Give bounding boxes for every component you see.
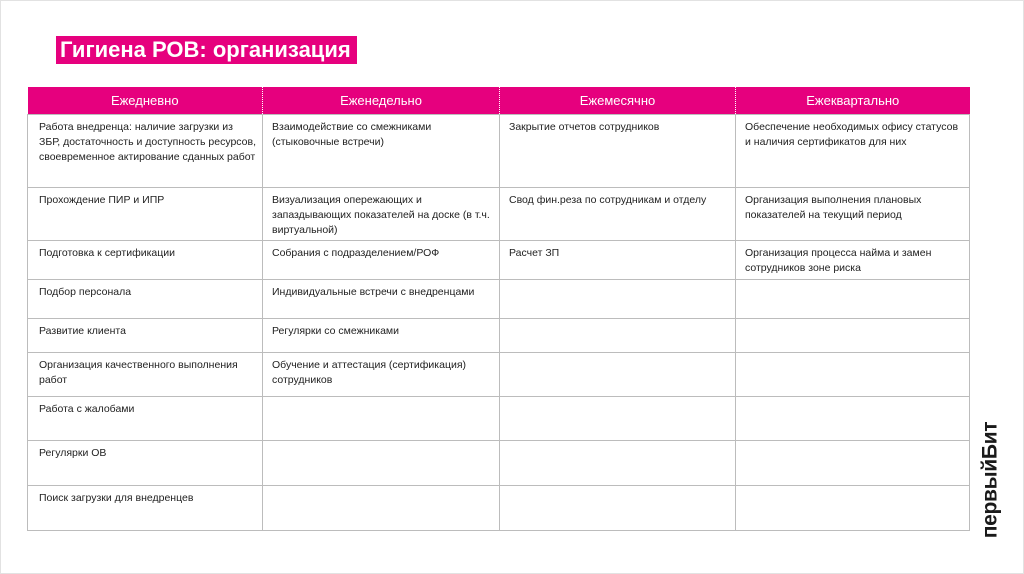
table-row — [28, 441, 970, 486]
table-row — [28, 280, 970, 319]
table-row — [28, 319, 970, 353]
table-cell — [263, 441, 500, 486]
table-cell: Организация качественного выполнения работ — [28, 353, 263, 397]
title-banner — [56, 36, 357, 64]
table-cell: Поиск загрузки для внедренцев — [28, 486, 263, 531]
table-cell: Регулярки ОВ — [28, 441, 263, 486]
table-row — [28, 115, 970, 188]
table-cell: Подготовка к сертификации — [28, 241, 263, 280]
table-row — [28, 188, 970, 241]
table-cell: Закрытие отчетов сотрудников — [500, 115, 736, 188]
table-cell: Организация выполнения плановых показателей на текущий период — [736, 188, 970, 241]
header-quarterly: Ежеквартально — [736, 87, 970, 115]
brand-logo — [978, 412, 1002, 548]
table-cell: Свод фин.реза по сотрудникам и отделу — [500, 188, 736, 241]
table-cell — [736, 353, 970, 397]
header-monthly: Ежемесячно — [500, 87, 736, 115]
brand-logo-text: первыйБит — [978, 421, 1002, 539]
header-weekly: Еженедельно — [263, 87, 500, 115]
table-row — [28, 486, 970, 531]
table-cell: Обучение и аттестация (сертификация) сотрудников — [263, 353, 500, 397]
table-cell: Индивидуальные встречи с внедренцами — [263, 280, 500, 319]
table-cell — [736, 319, 970, 353]
schedule-table — [27, 87, 970, 531]
table-cell — [500, 353, 736, 397]
table-cell: Собрания с подразделением/РОФ — [263, 241, 500, 280]
table-cell: Визуализация опережающих и запаздывающих показателей на доске (в т.ч. виртуальной) — [263, 188, 500, 241]
table-header-row — [28, 87, 970, 115]
table-cell: Работа внедренца: наличие загрузки из ЗБР, достаточность и доступность ресурсов, своевременное актирование сданных работ — [28, 115, 263, 188]
table-cell — [500, 397, 736, 441]
table-cell — [263, 397, 500, 441]
table-cell — [736, 397, 970, 441]
table-cell: Работа с жалобами — [28, 397, 263, 441]
table-cell: Прохождение ПИР и ИПР — [28, 188, 263, 241]
header-daily: Ежедневно — [28, 87, 263, 115]
table-cell — [500, 280, 736, 319]
table-cell — [736, 441, 970, 486]
table-cell: Обеспечение необходимых офису статусов и наличия сертификатов для них — [736, 115, 970, 188]
table-cell: Организация процесса найма и замен сотрудников зоне риска — [736, 241, 970, 280]
table-cell — [263, 486, 500, 531]
table-row — [28, 241, 970, 280]
table-cell: Расчет ЗП — [500, 241, 736, 280]
table-cell — [736, 280, 970, 319]
table-row — [28, 353, 970, 397]
table-cell — [736, 486, 970, 531]
table-cell — [500, 486, 736, 531]
table-cell: Подбор персонала — [28, 280, 263, 319]
table-cell: Развитие клиента — [28, 319, 263, 353]
page-title: Гигиена РОВ: организация — [60, 37, 351, 62]
table-cell — [500, 319, 736, 353]
table-row — [28, 397, 970, 441]
table-cell — [500, 441, 736, 486]
table-cell: Взаимодействие со смежниками (стыковочные встречи) — [263, 115, 500, 188]
table-cell: Регулярки со смежниками — [263, 319, 500, 353]
